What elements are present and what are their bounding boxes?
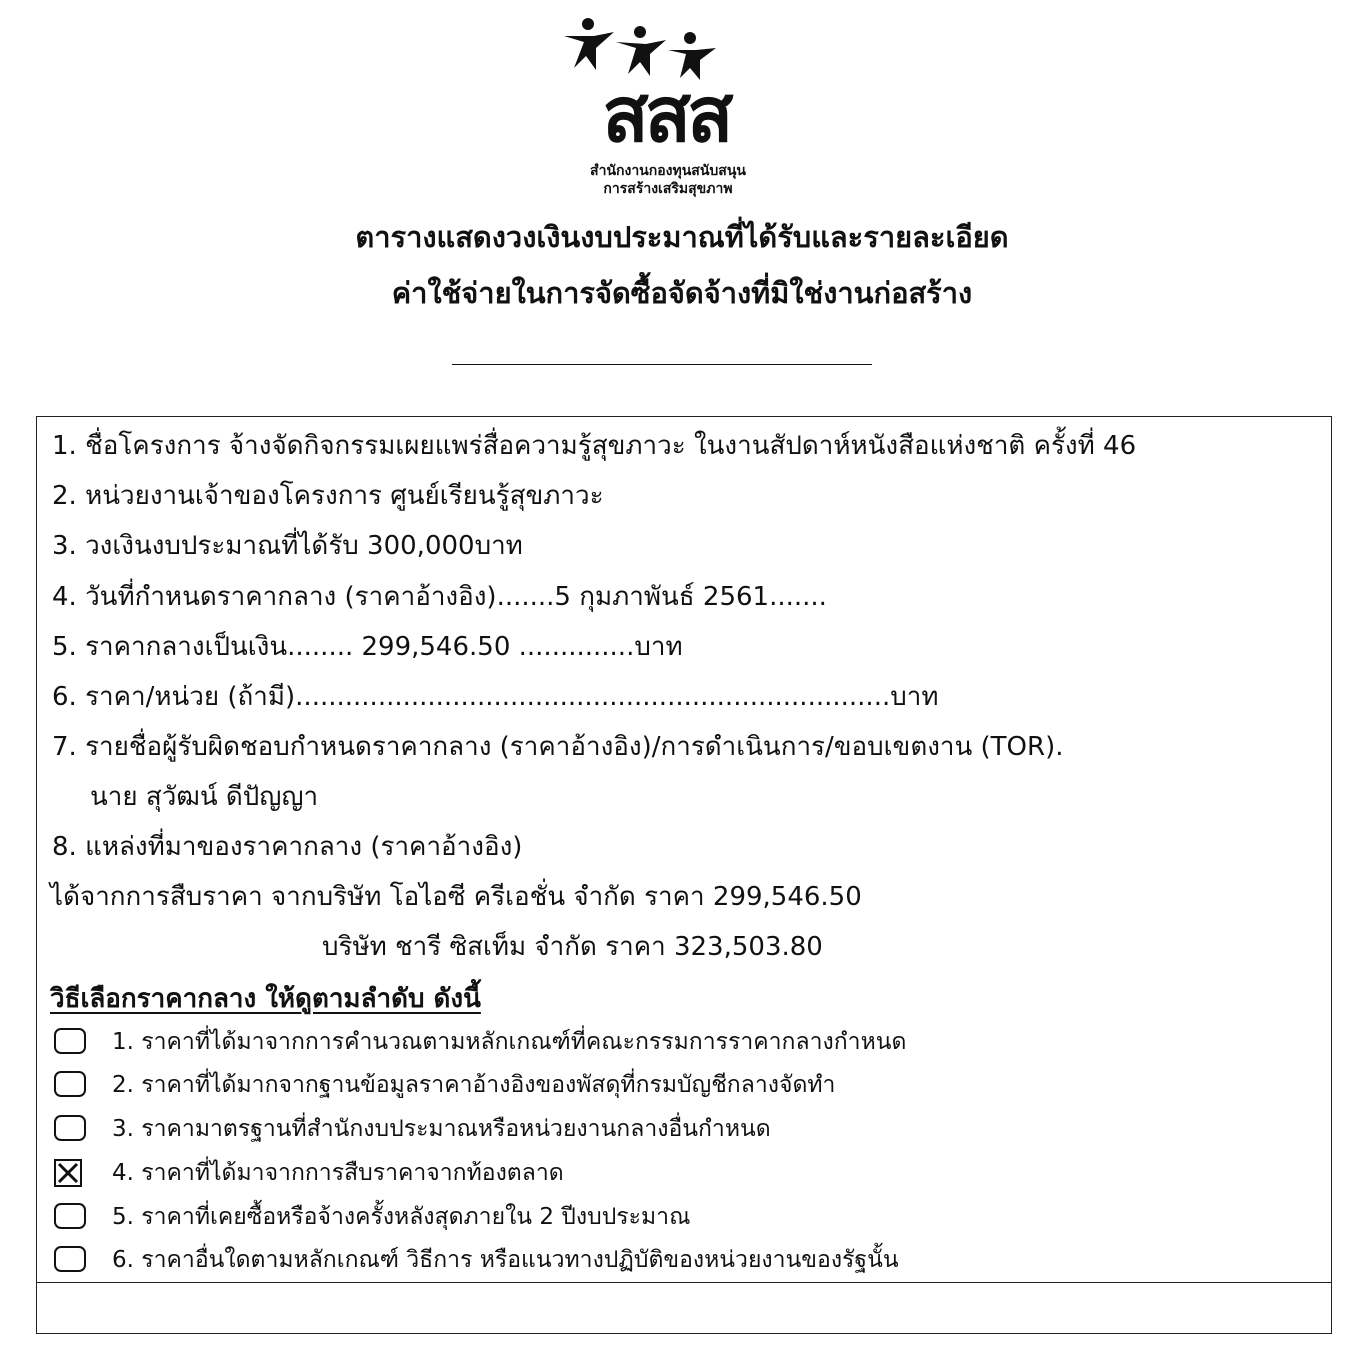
item-source-line1: ได้จากการสืบราคา จากบริษัท โอไอซี ครีเอชั่น จำกัด ราคา 299,546.50 bbox=[50, 882, 862, 912]
logo-org-name-line1: สำนักงานกองทุนสนับสนุน bbox=[590, 163, 746, 179]
checkbox-checked-icon[interactable] bbox=[54, 1159, 82, 1187]
item-project-name: 1. ชื่อโครงการ จ้างจัดกิจกรรมเผยแพร่สื่อความรู้สุขภาวะ ในงานสัปดาห์หนังสือแห่งชาติ ครั้งที่ 46 bbox=[52, 431, 1137, 461]
method-heading: วิธีเลือกราคากลาง ให้ดูตามลำดับ ดังนี้ bbox=[50, 984, 481, 1014]
method-option-label: 4. ราคาที่ได้มาจากการสืบราคาจากท้องตลาด bbox=[112, 1160, 564, 1186]
item-source-line2: บริษัท ชารี ซิสเท็ม จำกัด ราคา 323,503.80 bbox=[322, 932, 823, 962]
frame-bottom-divider bbox=[36, 1282, 1332, 1283]
document-title-line1: ตารางแสดงวงเงินงบประมาณที่ได้รับและรายละเอียด bbox=[355, 220, 1009, 254]
item-unit-price: 6. ราคา/หน่วย (ถ้ามี)........................................................................บาท bbox=[52, 682, 939, 712]
item-budget: 3. วงเงินงบประมาณที่ได้รับ 300,000บาท bbox=[52, 531, 523, 561]
item-reference-price: 5. ราคากลางเป็นเงิน........ 299,546.50 ..............บาท bbox=[52, 632, 683, 662]
method-option-label: 1. ราคาที่ได้มาจากการคำนวณตามหลักเกณฑ์ที่คณะกรรมการราคากลางกำหนด bbox=[112, 1029, 907, 1055]
item-reference-date: 4. วันที่กำหนดราคากลาง (ราคาอ้างอิง).......5 กุมภาพันธ์ 2561....... bbox=[52, 582, 827, 612]
checkbox-unchecked-icon[interactable] bbox=[54, 1028, 86, 1054]
logo-org-name-line2: การสร้างเสริมสุขภาพ bbox=[603, 181, 733, 197]
logo-wordmark: สสส bbox=[602, 70, 730, 159]
checkbox-unchecked-icon[interactable] bbox=[54, 1071, 86, 1097]
checkbox-unchecked-icon[interactable] bbox=[54, 1203, 86, 1229]
item-responsible-name: นาย สุวัฒน์ ดีปัญญา bbox=[90, 782, 319, 812]
method-option-label: 2. ราคาที่ได้มากจากฐานข้อมูลราคาอ้างอิงของพัสดุที่กรมบัญชีกลางจัดทำ bbox=[112, 1072, 836, 1098]
checkbox-unchecked-icon[interactable] bbox=[54, 1246, 86, 1272]
document-title-line2: ค่าใช้จ่ายในการจัดซื้อจัดจ้างที่มิใช่งานก่อสร้าง bbox=[391, 276, 973, 310]
item-source-title: 8. แหล่งที่มาของราคากลาง (ราคาอ้างอิง) bbox=[52, 832, 523, 862]
item-responsible-title: 7. รายชื่อผู้รับผิดชอบกำหนดราคากลาง (ราคาอ้างอิง)/การดำเนินการ/ขอบเขตงาน (TOR). bbox=[52, 732, 1064, 762]
item-owner-unit: 2. หน่วยงานเจ้าของโครงการ ศูนย์เรียนรู้สุขภาวะ bbox=[52, 481, 604, 511]
method-option-label: 5. ราคาที่เคยซื้อหรือจ้างครั้งหลังสุดภายใน 2 ปีงบประมาณ bbox=[112, 1204, 691, 1230]
title-underline-rule bbox=[452, 364, 872, 365]
thaihealth-logo bbox=[556, 12, 780, 196]
method-option-label: 3. ราคามาตรฐานที่สำนักงบประมาณหรือหน่วยงานกลางอื่นกำหนด bbox=[112, 1116, 771, 1142]
checkbox-unchecked-icon[interactable] bbox=[54, 1115, 86, 1141]
method-option-label: 6. ราคาอื่นใดตามหลักเกณฑ์ วิธีการ หรือแนวทางปฏิบัติของหน่วยงานของรัฐนั้น bbox=[112, 1247, 899, 1273]
